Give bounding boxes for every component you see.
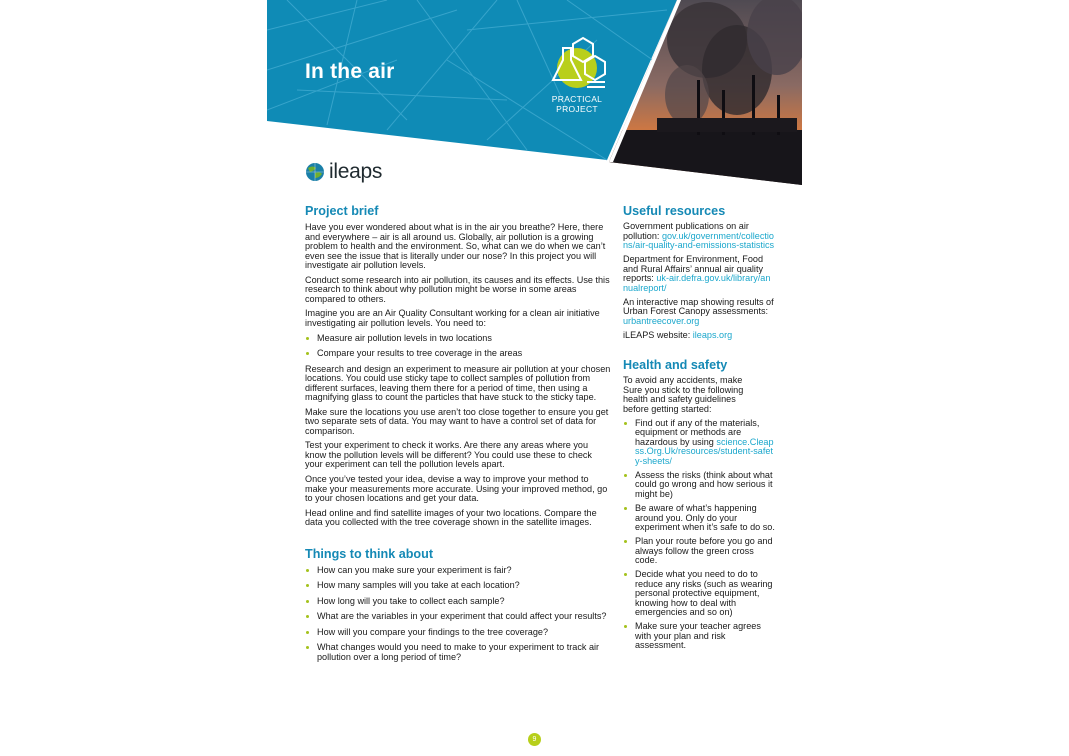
list-item: Measure air pollution levels in two locations (305, 334, 611, 344)
list-item: How many samples will you take at each location? (305, 581, 611, 591)
logo-text: ileaps (329, 160, 383, 183)
health-heading: Health and safety (623, 358, 728, 373)
list-item: Decide what you need to do to reduce any risks (such as wearing personal protective equipment, knowing how to deal with emergencies and so on) (623, 570, 775, 618)
list-item: What changes would you need to make to your experiment to track air pollution over a long period of time? (305, 643, 611, 662)
resource-item: iLEAPS website: ileaps.org (623, 329, 733, 340)
globe-icon (305, 162, 325, 182)
brief-paragraph: Make sure the locations you use aren’t too close together to ensure you get two separate sets of data. You may want to have a control set of data for comparison. (305, 406, 609, 436)
cleapss-link[interactable]: science.Cleapss.Org.Uk/resources/student-safety-sheets/ (635, 436, 774, 466)
practical-project-icon (543, 34, 613, 94)
brief-paragraph: Have you ever wondered about what is in the air you breathe? Here, there and everywhere – air is all around us. Globally, air pollution is a growing problem to health and the environment. So, what can we do when we can’t even see the issue that is literally under our nose? In this project you will investigate air pollution levels. (305, 222, 606, 270)
ileaps-logo (305, 159, 382, 185)
things-heading: Things to think about (305, 546, 434, 561)
brief-paragraph: Head online and find satellite images of your two locations. Compare the data you collected with the tree coverage shown in the satellite images. (305, 507, 597, 528)
page-title: In the air (305, 60, 395, 83)
brief-paragraph: Imagine you are an Air Quality Consultant working for a clean air initiative investigating air pollution levels. You need to: (305, 308, 600, 328)
brief-paragraph: Conduct some research into air pollution, its causes and its effects. Use this research to think about why pollution might be worse in some areas compared to others. (305, 274, 610, 304)
list-item: How will you compare your findings to the tree coverage? (305, 628, 611, 638)
page-number: 9 (528, 733, 541, 746)
practical-project-label: PRACTICAL PROJECT (551, 94, 603, 114)
list-item: Find out if any of the materials, equipment or methods are hazardous by using science.Cleapss.Org.Uk/resources/student-safety-sheets/ (623, 419, 775, 467)
right-column (623, 203, 775, 655)
list-item: Make sure your teacher agrees with your plan and risk assessment. (623, 622, 775, 651)
list-item: How can you make sure your experiment is fair? (305, 566, 611, 576)
list-item: Be aware of what’s happening around you. Only do your experiment when it’s safe to do so. (623, 504, 775, 533)
list-item: Compare your results to tree coverage in the areas (305, 349, 611, 359)
resource-link[interactable]: ileaps.org (692, 329, 733, 340)
things-bullet-list (305, 566, 611, 663)
resource-link[interactable]: uk-air.defra.gov.uk/library/annualreport/ (623, 273, 771, 293)
document-page (267, 0, 802, 756)
resource-item: An interactive map showing results of Urban Forest Canopy assessments: urbantreecover.org (623, 296, 774, 326)
brief-bullet-list (305, 334, 611, 359)
project-brief-heading: Project brief (305, 204, 379, 218)
resource-item: Government publications on air pollution: gov.uk/government/collections/air-quality-and-emissions-statistics (623, 221, 775, 250)
left-column (305, 203, 611, 668)
brief-paragraph: Research and design an experiment to measure air pollution at your chosen locations. You could use sticky tape to collect samples of pollution from different surfaces, leaving them there for a period of time, then using a magnifying glass to count the particles that have stuck to the sticky tape. (305, 363, 611, 403)
list-item: What are the variables in your experiment that could affect your results? (305, 612, 611, 622)
health-intro: To avoid any accidents, make Sure you stick to the following health and safety guidelines before getting started: (623, 375, 744, 414)
brief-paragraph: Test your experiment to check it works. Are there any areas where you know the pollution levels will be different? You could use these to check your experiment can tell the pollution levels apart. (305, 440, 592, 470)
resources-heading: Useful resources (623, 204, 726, 218)
resource-link[interactable]: urbantreecover.org (623, 315, 700, 326)
health-bullet-list (623, 419, 775, 651)
resource-link[interactable]: gov.uk/government/collections/air-quality-and-emissions-statistics (623, 230, 775, 250)
list-item: How long will you take to collect each sample? (305, 597, 611, 607)
list-item: Assess the risks (think about what could go wrong and how serious it might be) (623, 471, 775, 500)
resource-item: Department for Environment, Food and Rural Affairs’ annual air quality reports: uk-air.defra.gov.uk/library/annualreport/ (623, 254, 771, 293)
list-item: Plan your route before you go and always follow the green cross code. (623, 537, 775, 566)
brief-paragraph: Once you’ve tested your idea, devise a way to improve your method to make your measurements more accurate. Using your improved method, go to your chosen locations and get your data. (305, 474, 608, 504)
